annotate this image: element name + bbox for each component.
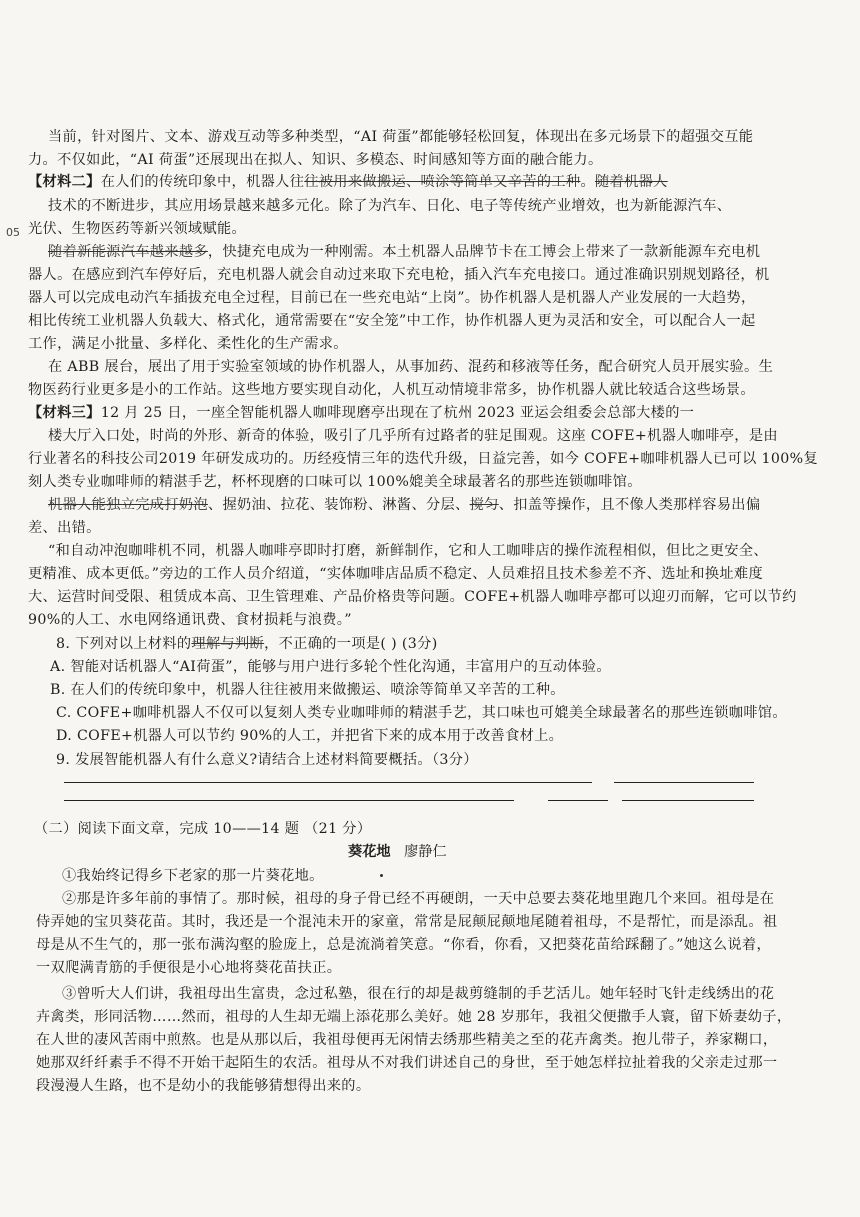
material2-line: 工作，满足小批量、多样化、柔性化的生产需求。 [28, 336, 348, 352]
question-8-stem [56, 634, 438, 654]
essay-paragraph-3: ③曾听大人们讲，我祖母出生富贵，念过私塾，很在行的却是裁剪缝制的手艺活儿。她年轻时飞针走线绣出的花 [62, 986, 775, 1002]
ink-dot [380, 874, 383, 877]
answer-line[interactable] [64, 782, 592, 783]
material1-line: 力。不仅如此，“AI 荷蛋”还展现出在拟人、知识、多模态、时间感知等方面的融合能力。 [28, 152, 603, 168]
material3-line [28, 403, 694, 423]
material2-label: 【材料二】 [28, 174, 101, 190]
material2-line: 相比传统工业机器人负载大、格式化，通常需要在“安全笼”中工作，协作机器人更为灵活和安全，可以配合人一起 [28, 313, 756, 329]
material3-line: 刻人类专业咖啡师的精湛手艺，杯杯现磨的口味可以 100%媲美全球最著名的那些连锁咖啡馆。 [28, 474, 642, 490]
material2-line [48, 242, 760, 262]
material3-line: 大、运营时间受限、租赁成本高、卫生管理难、产品价格贵等问题。COFE+机器人咖啡亭都可以迎刃而解，它可以节约 [28, 589, 797, 605]
essay-paragraph-3: 她那双纤纤素手不得不开始干起陌生的农活。祖母从不对我们讲述自己的身世，至于她怎样拉扯着我的父亲走过那一 [36, 1055, 778, 1071]
material2-line: 器人可以完成电动汽车插拔充电全过程，目前已在一些充电站“上岗”。协作机器人是机器人产业发展的一大趋势， [28, 290, 756, 306]
essay-author: 廖静仁 [404, 844, 447, 860]
material3-line: “和自动冲泡咖啡机不同，机器人咖啡亭即时打磨，新鲜制作，它和人工咖啡店的操作流程相似，但比之更安全、 [48, 543, 768, 559]
material3-label: 【材料三】 [28, 405, 101, 421]
strikethrough-text: 搅匀 [469, 497, 499, 513]
answer-line[interactable] [64, 800, 514, 801]
text-span: 。 [580, 174, 595, 190]
question-8-option-b[interactable]: B. 在人们的传统印象中，机器人往往被用来做搬运、喷涂等简单又辛苦的工种。 [50, 682, 565, 698]
essay-paragraph-3: 卉禽类，形同活物……然而，祖母的人生却无端上添花那么美好。她 28 岁那年，我祖父便撒手人寰，留下娇妻幼子， [36, 1009, 792, 1025]
essay-paragraph-2: ②那是许多年前的事情了。那时候，祖母的身子骨已经不再硬朗，一天中总要去葵花地里跑几个来回。祖母是在 [62, 891, 775, 907]
text-span: 8. 下列对以上材料的 [56, 636, 192, 652]
material2-line [28, 172, 668, 192]
material3-line: 90%的人工、水电网络通讯费、食材损耗与浪费。” [28, 612, 352, 628]
text-span: 、扣盖等操作，且不像人类那样容易出偏 [498, 497, 761, 513]
margin-mark: 05 [6, 226, 20, 239]
question-8-option-d[interactable]: D. COFE+机器人可以节约 90%的人工，并把省下来的成本用于改善食材上。 [56, 728, 564, 744]
question-8-option-a[interactable]: A. 智能对话机器人“AI荷蛋”，能够与用户进行多轮个性化沟通，丰富用户的互动体验。 [50, 659, 611, 675]
text-span: 、握奶油、拉花、装饰粉、淋酱、分层、 [207, 497, 470, 513]
strikethrough-text: 往被用来做搬运、喷涂等简单又辛苦的工种 [304, 174, 581, 190]
material2-line: 物医药行业更多是小的工作站。这些地方要实现自动化，人机互动情境非常多，协作机器人就比较适合这些场景。 [28, 382, 755, 398]
material2-line: 在 ABB 展台，展出了用于实验室领域的协作机器人，从事加药、混药和移液等任务，配合研究人员开展实验。生 [48, 359, 774, 375]
essay-paragraph-3: 在人世的凄风苦雨中煎熬。也是从那以后，我祖母便再无闲情去绣那些精美之至的花卉禽类。抱儿带子，养家糊口， [36, 1032, 778, 1048]
text-span: 12 月 25 日，一座全智能机器人咖啡现磨亭出现在了杭州 2023 亚运会组委会总部大楼的一 [100, 405, 695, 421]
strikethrough-text: 随着机器人 [595, 174, 668, 190]
essay-paragraph-2: 侍弄她的宝贝葵花苗。其时，我还是一个混沌未开的家童，常常是屁颠屁颠地尾随着祖母，不是帮忙，而是添乱。祖 [36, 914, 778, 930]
strikethrough-text: 机器人能独立完成打奶泡 [48, 497, 208, 513]
material2-line: 器人。在感应到汽车停好后，充电机器人就会自动过来取下充电枪，插入汽车充电接口。通过准确识别规划路径，机 [28, 267, 770, 283]
material2-line: 技术的不断进步，其应用场景越来越多元化。除了为汽车、日化、电子等传统产业增效，也为新能源汽车、 [48, 198, 732, 214]
section-2-header: （二）阅读下面文章，完成 10——14 题 （21 分） [34, 821, 372, 837]
strikethrough-text: 理解与判断 [191, 636, 265, 652]
answer-line[interactable] [548, 800, 608, 801]
answer-line[interactable] [622, 800, 754, 801]
material3-line: 行业著名的科技公司2019 年研发成功的。历经疫情三年的迭代升级，日益完善，如今 COFE+咖啡机器人已可以 100%复 [28, 451, 819, 467]
material3-line: 更精准、成本更低。”旁边的工作人员介绍道，“实体咖啡店品质不稳定、人员难招且技术参差不齐、选址和换址难度 [28, 566, 763, 582]
text-span: ，不正确的一项是( ) (3分) [264, 636, 438, 652]
material2-line: 光伏、生物医药等新兴领域赋能。 [28, 221, 247, 237]
essay-title: 葵花地 [348, 844, 391, 860]
answer-line[interactable] [614, 782, 754, 783]
essay-paragraph-2: 一双爬满青筋的手便很是小心地将葵花苗扶正。 [36, 960, 342, 976]
text-span: 在人们的传统印象中，机器人往 [100, 174, 305, 190]
strikethrough-text: 随着新能源汽车越来越多 [48, 244, 208, 260]
question-8-option-c[interactable]: C. COFE+咖啡机器人不仅可以复刻人类专业咖啡师的精湛手艺，其口味也可媲美全球最著名的那些连锁咖啡馆。 [56, 705, 787, 721]
essay-paragraph-2: 母是从不生气的，那一张布满沟壑的脸庞上，总是流淌着笑意。“你看，你看，又把葵花苗给踩翻了。”她这么说着， [36, 937, 771, 953]
essay-paragraph-3: 段漫漫人生路，也不是幼小的我能够猜想得出来的。 [36, 1078, 371, 1094]
essay-paragraph-1: ①我始终记得乡下老家的那一片葵花地。 [62, 868, 324, 884]
material1-line: 当前，针对图片、文本、游戏互动等多种类型，“AI 荷蛋”都能够轻松回复，体现出在多元场景下的超强交互能 [48, 129, 754, 145]
text-span: ，快捷充电成为一种刚需。本土机器人品牌节卡在工博会上带来了一款新能源车充电机 [207, 244, 761, 260]
material3-line: 差、出错。 [28, 520, 101, 536]
question-9-stem: 9. 发展智能机器人有什么意义?请结合上述材料简要概括。（3分） [56, 752, 478, 768]
material3-line: 楼大厅入口处，时尚的外形、新奇的体验，吸引了几乎所有过路者的驻足围观。这座 COFE+机器人咖啡亭，是由 [48, 428, 778, 444]
essay-title-row [348, 842, 447, 862]
material3-line [48, 495, 760, 515]
